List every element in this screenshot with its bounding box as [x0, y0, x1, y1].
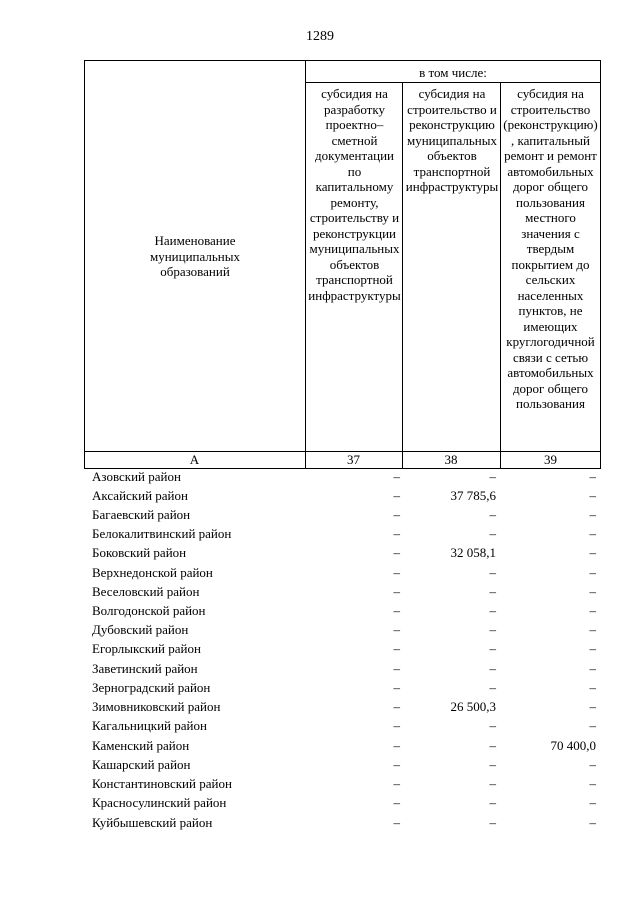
table-row — [0, 486, 640, 505]
row-value-39: – — [589, 469, 596, 484]
colnum-39: 39 — [544, 452, 557, 467]
table-row — [0, 543, 640, 562]
row-value-39: – — [589, 545, 596, 560]
row-value-37: – — [393, 795, 400, 810]
row-value-38: – — [489, 776, 496, 791]
row-value-38: – — [489, 795, 496, 810]
header-group-label: в том числе: — [419, 65, 487, 80]
row-value-38: – — [489, 641, 496, 656]
table-row — [0, 774, 640, 793]
table-row — [0, 620, 640, 639]
row-value-38: – — [489, 757, 496, 772]
row-name: Веселовский район — [92, 584, 200, 599]
header-col-39: субсидия на строительство (реконструкцию), капитальный ремонт и ремонт автомобильных дорог общего пользования местного значения с твердым покрытием до сельских населенных пунктов, не имеющих круглогодичной связи с сетью автомобильных дорог общего пользования — [503, 86, 598, 411]
row-value-39: 70 400,0 — [550, 738, 596, 753]
row-value-37: – — [393, 757, 400, 772]
row-value-39: – — [589, 757, 596, 772]
table-row — [0, 755, 640, 774]
row-value-38: 32 058,1 — [450, 545, 496, 560]
row-value-39: – — [589, 603, 596, 618]
row-value-37: – — [393, 565, 400, 580]
row-value-38: 37 785,6 — [450, 488, 496, 503]
table-row — [0, 736, 640, 755]
row-value-37: – — [393, 603, 400, 618]
table-row — [0, 505, 640, 524]
row-value-37: – — [393, 641, 400, 656]
row-value-39: – — [589, 795, 596, 810]
table-row — [0, 659, 640, 678]
row-name: Аксайский район — [92, 488, 188, 503]
row-value-39: – — [589, 661, 596, 676]
row-name: Кагальницкий район — [92, 718, 207, 733]
row-value-37: – — [393, 680, 400, 695]
header-col-38: субсидия на строительство и реконструкцию муниципальных объектов транспортной инфраструктуры — [405, 86, 499, 194]
row-name: Зерноградский район — [92, 680, 211, 695]
row-value-38: – — [489, 680, 496, 695]
table-row — [0, 697, 640, 716]
row-name: Боковский район — [92, 545, 187, 560]
table-row — [0, 793, 640, 812]
row-name: Константиновский район — [92, 776, 232, 791]
row-value-39: – — [589, 507, 596, 522]
row-value-38: – — [489, 622, 496, 637]
divider-col38 — [402, 82, 403, 469]
colnum-37: 37 — [347, 452, 360, 467]
row-value-37: – — [393, 488, 400, 503]
row-value-38: – — [489, 526, 496, 541]
row-name: Заветинский район — [92, 661, 198, 676]
row-name: Азовский район — [92, 469, 181, 484]
row-name: Дубовский район — [92, 622, 189, 637]
row-value-39: – — [589, 565, 596, 580]
row-value-39: – — [589, 680, 596, 695]
table-row — [0, 582, 640, 601]
row-value-38: – — [489, 603, 496, 618]
table-row — [0, 716, 640, 735]
row-value-39: – — [589, 584, 596, 599]
row-value-39: – — [589, 488, 596, 503]
row-value-39: – — [589, 776, 596, 791]
row-value-38: – — [489, 584, 496, 599]
row-value-38: – — [489, 738, 496, 753]
row-name: Каменский район — [92, 738, 190, 753]
row-name: Зимовниковский район — [92, 699, 221, 714]
table-row — [0, 639, 640, 658]
row-name: Волгодонской район — [92, 603, 206, 618]
table-row — [0, 678, 640, 697]
row-value-38: – — [489, 718, 496, 733]
row-value-38: – — [489, 469, 496, 484]
row-value-37: – — [393, 622, 400, 637]
row-value-39: – — [589, 641, 596, 656]
row-name: Куйбышевский район — [92, 815, 213, 830]
row-value-39: – — [589, 526, 596, 541]
colnum-38: 38 — [444, 452, 458, 467]
divider-col39 — [500, 82, 501, 469]
colnum-a: А — [189, 452, 200, 467]
row-value-37: – — [393, 545, 400, 560]
row-value-39: – — [589, 699, 596, 714]
row-value-37: – — [393, 699, 400, 714]
header-name-column: Наименование муниципальных образований — [149, 233, 240, 279]
row-name: Верхнедонской район — [92, 565, 213, 580]
table-row — [0, 601, 640, 620]
header-col-37: субсидия на разработку проектно–сметной документации по капитальному ремонту, строительству и реконструкции муниципальных объектов транспортной инфраструктуры — [308, 86, 401, 303]
row-name: Белокалитвинский район — [92, 526, 232, 541]
divider-group-row — [305, 82, 601, 83]
table-row — [0, 467, 640, 486]
row-value-38: 26 500,3 — [450, 699, 496, 714]
row-value-37: – — [393, 469, 400, 484]
row-name: Багаевский район — [92, 507, 191, 522]
row-value-37: – — [393, 584, 400, 599]
row-value-37: – — [393, 526, 400, 541]
page-number: 1289 — [306, 29, 334, 44]
row-value-38: – — [489, 507, 496, 522]
row-name: Красносулинский район — [92, 795, 227, 810]
row-value-37: – — [393, 661, 400, 676]
row-value-38: – — [489, 565, 496, 580]
row-value-39: – — [589, 718, 596, 733]
row-value-38: – — [489, 815, 496, 830]
row-value-37: – — [393, 718, 400, 733]
table-row — [0, 813, 640, 832]
row-value-37: – — [393, 507, 400, 522]
row-name: Кашарский район — [92, 757, 191, 772]
row-value-39: – — [589, 815, 596, 830]
row-value-37: – — [393, 738, 400, 753]
table-row — [0, 563, 640, 582]
table-row — [0, 524, 640, 543]
row-name: Егорлыкский район — [92, 641, 201, 656]
row-value-37: – — [393, 815, 400, 830]
row-value-39: – — [589, 622, 596, 637]
divider-name-col — [305, 60, 306, 469]
row-value-38: – — [489, 661, 496, 676]
row-value-37: – — [393, 776, 400, 791]
